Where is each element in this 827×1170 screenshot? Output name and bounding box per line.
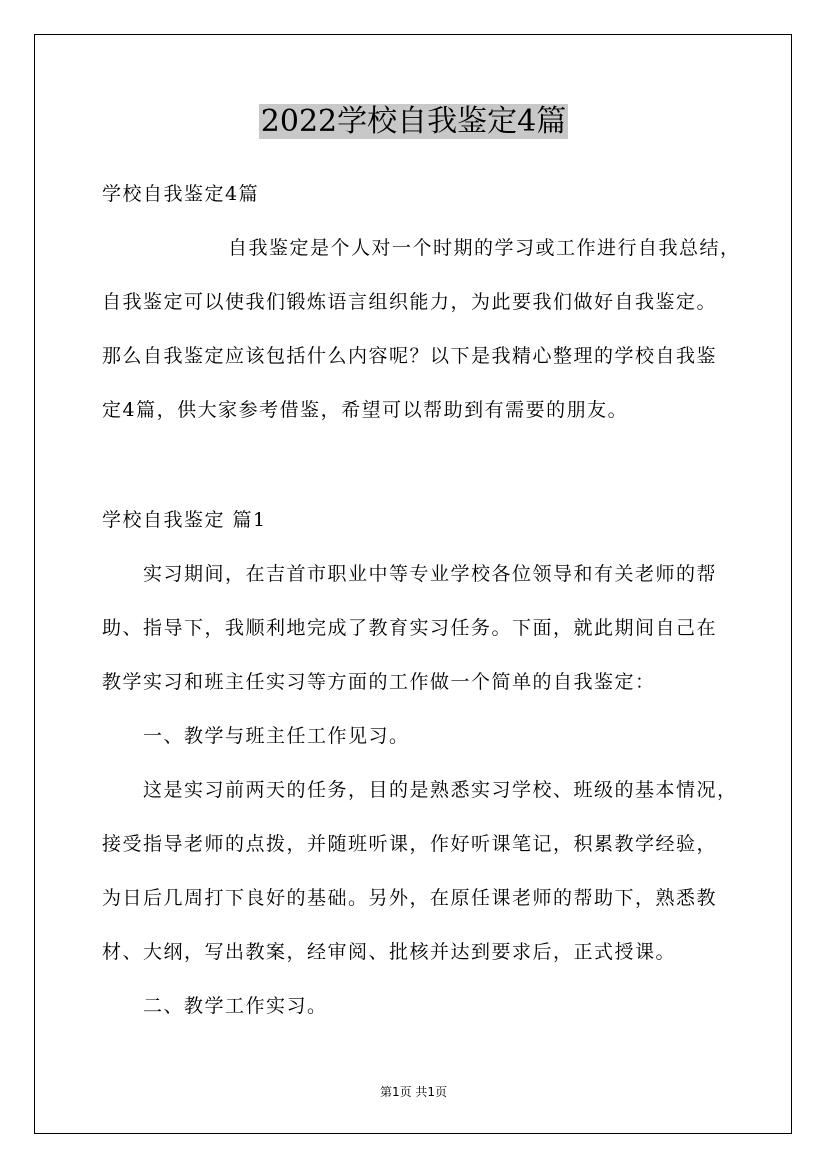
- paragraph-line: 教学实习和班主任实习等方面的工作做一个简单的自我鉴定：: [102, 671, 656, 693]
- list-item-heading: 二、教学工作实习。: [143, 995, 328, 1017]
- document-title-text: 2022学校自我鉴定4篇: [260, 104, 567, 139]
- page-footer: 第1页 共1页: [379, 1085, 448, 1099]
- intro-line: 自我鉴定是个人对一个时期的学习或工作进行自我总结，: [228, 237, 741, 259]
- paragraph-line: 为日后几周打下良好的基础。另外，在原任课老师的帮助下，熟悉教: [102, 887, 718, 909]
- document-subtitle: 学校自我鉴定4篇: [102, 183, 260, 205]
- paragraph-line: 接受指导老师的点拨，并随班听课，作好听课笔记，积累教学经验，: [102, 833, 718, 855]
- intro-line: 自我鉴定可以使我们锻炼语言组织能力，为此要我们做好自我鉴定。: [102, 291, 718, 313]
- document-title: [0, 100, 827, 144]
- paragraph-line: 这是实习前两天的任务，目的是熟悉实习学校、班级的基本情况，: [143, 779, 738, 801]
- paragraph-line: 材、大纲，写出教案，经审阅、批核并达到要求后，正式授课。: [102, 941, 677, 963]
- paragraph-line: 实习期间，在吉首市职业中等专业学校各位领导和有关老师的帮: [143, 563, 718, 585]
- section-heading: 学校自我鉴定 篇1: [102, 509, 267, 531]
- intro-line: 定4篇，供大家参考借鉴，希望可以帮助到有需要的朋友。: [102, 399, 629, 421]
- list-item-heading: 一、教学与班主任工作见习。: [143, 725, 410, 747]
- paragraph-line: 助、指导下，我顺利地完成了教育实习任务。下面，就此期间自己在: [102, 617, 718, 639]
- intro-line: 那么自我鉴定应该包括什么内容呢？以下是我精心整理的学校自我鉴: [102, 345, 718, 367]
